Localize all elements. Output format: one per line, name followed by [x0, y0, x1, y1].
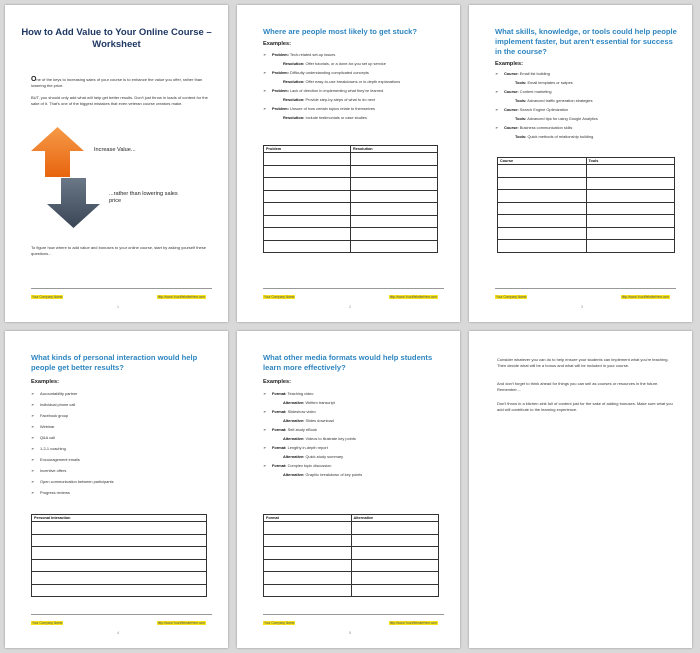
footer-company: Your Company Name	[32, 295, 63, 299]
table-row	[32, 534, 207, 547]
intro-paragraph	[31, 77, 214, 88]
table-header: Course	[498, 158, 587, 165]
list-item: Tools: Quick methods of relationship building	[515, 134, 594, 139]
list-item: Tools: Advanced tips for using Google Analytics	[515, 116, 598, 121]
list-item: ➢ Open communication between participants	[31, 479, 216, 484]
table-header: Personal Interaction	[32, 515, 207, 522]
worksheet-page-4	[5, 331, 228, 648]
table-header: Resolution	[351, 146, 438, 153]
list-item: ➢ Course: Email list building	[495, 71, 680, 76]
page-number: 4	[117, 631, 119, 635]
examples-list	[263, 52, 448, 120]
section-heading: What kinds of personal interaction would help people get better results?	[31, 353, 198, 372]
table-row	[32, 559, 207, 572]
table-row	[264, 165, 438, 178]
arrow-up-label: Increase Value...	[94, 147, 136, 153]
intro-text: ne of the keys to increasing sales of your course is to enhance the value you offer, rather than lowering the price.	[31, 77, 203, 88]
conclusion-paragraph-2: And don't forget to think ahead for things you can sell as courses or resources in the future. Remember....	[497, 381, 659, 392]
list-item: ➢ Encouragement emails	[31, 457, 216, 462]
table-row	[264, 522, 439, 535]
list-item: ➢ 1-2-1 coaching	[31, 446, 216, 451]
list-item: Tools: Advanced traffic generation strategies	[515, 98, 593, 103]
table-row	[264, 190, 438, 203]
page-number: 1	[117, 305, 119, 309]
list-item: ➢ Webinar	[31, 424, 216, 429]
footer-website: http://www.YourWebsiteHere.com	[157, 621, 205, 625]
arrow-down-label: ...rather than lowering sales price	[109, 191, 178, 204]
table-row	[32, 547, 207, 560]
table-row	[264, 228, 438, 241]
list-item: Alternative: Written transcript	[283, 400, 335, 405]
section-heading: What other media formats would help students learn more effectively?	[263, 353, 433, 372]
warning-paragraph: BUT, you should only add what will help get better results. Don't just throw in loads of content for the sake of it. That's one of the biggest mistakes that even veteran course creators make.	[31, 95, 208, 106]
footer-divider	[263, 614, 444, 615]
list-item: Resolution: Offer easy-to-use breakdowns or in-depth explanations	[283, 79, 401, 84]
table-row	[498, 215, 675, 228]
examples-list	[263, 391, 448, 477]
list-item: ➢ Facebook group	[31, 413, 216, 418]
list-item: ➢ Format: Self-study eBook	[263, 427, 448, 432]
list-item: Tools: Email templates or swipes	[515, 80, 573, 85]
footer-company: Your Company Name	[32, 621, 63, 625]
list-item: ➢ Problem: Difficulty understanding complicated concepts	[263, 70, 448, 75]
table-row	[498, 190, 675, 203]
table-row	[264, 153, 438, 166]
footer-divider	[495, 288, 676, 289]
arrow-up-icon	[31, 127, 84, 177]
page-number: 3	[581, 305, 583, 309]
list-item: ➢ Format: Lengthy in-depth report	[263, 445, 448, 450]
page-number: 5	[349, 631, 351, 635]
table-header: Problem	[264, 146, 351, 153]
list-item: ➢ Course: Content marketing	[495, 89, 680, 94]
list-item: ➢ Course: Business communication skills	[495, 125, 680, 130]
table-header: Tools	[586, 158, 675, 165]
closing-paragraph: To figure how where to add value and bonuses to your online course, start by asking yourself these questions...	[31, 245, 206, 256]
table-row	[264, 547, 439, 560]
table-row	[32, 584, 207, 597]
table-row	[264, 203, 438, 216]
list-item: Resolution: Provide step-by-steps of what to do next	[283, 97, 375, 102]
conclusion-paragraph-1: Consider whatever you can do to help ensure your students can implement what you're teaching. Then decide what will be a bonus and what will be included in your course.	[497, 357, 669, 368]
list-item: ➢ Format: Slideshow video	[263, 409, 448, 414]
table-row	[264, 559, 439, 572]
list-item: ➢ Q&A call	[31, 435, 216, 440]
list-item: ➢ Format: Teaching video	[263, 391, 448, 396]
list-item: ➢ Problem: Lack of direction in implementing what they've learned	[263, 88, 448, 93]
worksheet-page-3	[469, 5, 692, 322]
conclusion-paragraph-3: Don't throw in a kitchen sink full of content just for the sake of adding bonuses. Make sure what you add will contribute to the learning experience.	[497, 401, 673, 412]
table-row	[264, 572, 439, 585]
examples-list	[495, 71, 680, 139]
list-item: Alternative: Quick-study summary	[283, 454, 344, 459]
table-row	[498, 227, 675, 240]
footer-divider	[31, 614, 212, 615]
footer-company: Your Company Name	[264, 295, 295, 299]
footer-company: Your Company Name	[264, 621, 295, 625]
section-heading: What skills, knowledge, or tools could help people implement faster, but aren't essential for success in the course?	[495, 27, 677, 56]
worksheet-table	[497, 157, 675, 253]
worksheet-table	[263, 145, 438, 253]
page-number: 2	[349, 305, 351, 309]
worksheet-table	[263, 514, 439, 597]
table-header: Alternative	[351, 515, 439, 522]
footer-divider	[31, 288, 212, 289]
worksheet-page-2	[237, 5, 460, 322]
footer-website: http://www.YourWebsiteHere.com	[157, 295, 205, 299]
footer-website: http://www.YourWebsiteHere.com	[389, 621, 437, 625]
worksheet-page-5	[237, 331, 460, 648]
list-item: ➢ Course: Search Engine Optimization	[495, 107, 680, 112]
table-row	[498, 177, 675, 190]
list-item: Resolution: Offer tutorials, or a done-for-you set up service	[283, 61, 386, 66]
table-row	[264, 584, 439, 597]
worksheet-page-1	[5, 5, 228, 322]
table-row	[264, 534, 439, 547]
examples-label: Examples:	[263, 41, 291, 47]
examples-label: Examples:	[495, 61, 523, 67]
list-item: ➢ Problem: Unsure of how certain topics relate to themselves	[263, 106, 448, 111]
table-row	[264, 215, 438, 228]
list-item: ➢ Problem: Tech-related set-up issues	[263, 52, 448, 57]
footer-website: http://www.YourWebsiteHere.com	[621, 295, 669, 299]
table-row	[32, 572, 207, 585]
arrow-down-icon	[47, 178, 100, 228]
examples-label: Examples:	[31, 379, 59, 385]
list-item: ➢ Format: Complex topic discussion	[263, 463, 448, 468]
table-row	[498, 165, 675, 178]
intro-dropcap: O	[31, 76, 37, 83]
table-header: Format	[264, 515, 352, 522]
table-row	[498, 240, 675, 253]
list-item: ➢ Incentive offers	[31, 468, 216, 473]
footer-company: Your Company Name	[496, 295, 527, 299]
worksheet-page-6	[469, 331, 692, 648]
table-row	[264, 178, 438, 191]
table-row	[264, 240, 438, 253]
footer-website: http://www.YourWebsiteHere.com	[389, 295, 437, 299]
list-item: Alternative: Graphic breakdown of key points	[283, 472, 363, 477]
list-item: Alternative: Videos to illustrate key points	[283, 436, 356, 441]
list-item: Resolution: Include testimonials or case studies	[283, 115, 367, 120]
list-item: ➢ Accountability partner	[31, 391, 216, 396]
footer-divider	[263, 288, 444, 289]
list-item: ➢ Progress reviews	[31, 490, 216, 495]
table-row	[32, 522, 207, 535]
examples-label: Examples:	[263, 379, 291, 385]
list-item: ➢ Individual phone call	[31, 402, 216, 407]
examples-list	[31, 391, 216, 495]
table-row	[498, 202, 675, 215]
section-heading: Where are people most likely to get stuck?	[263, 27, 418, 36]
worksheet-title: How to Add Value to Your Online Course – Worksheet	[21, 27, 212, 50]
worksheet-table	[31, 514, 207, 597]
list-item: Alternative: Slides download	[283, 418, 334, 423]
